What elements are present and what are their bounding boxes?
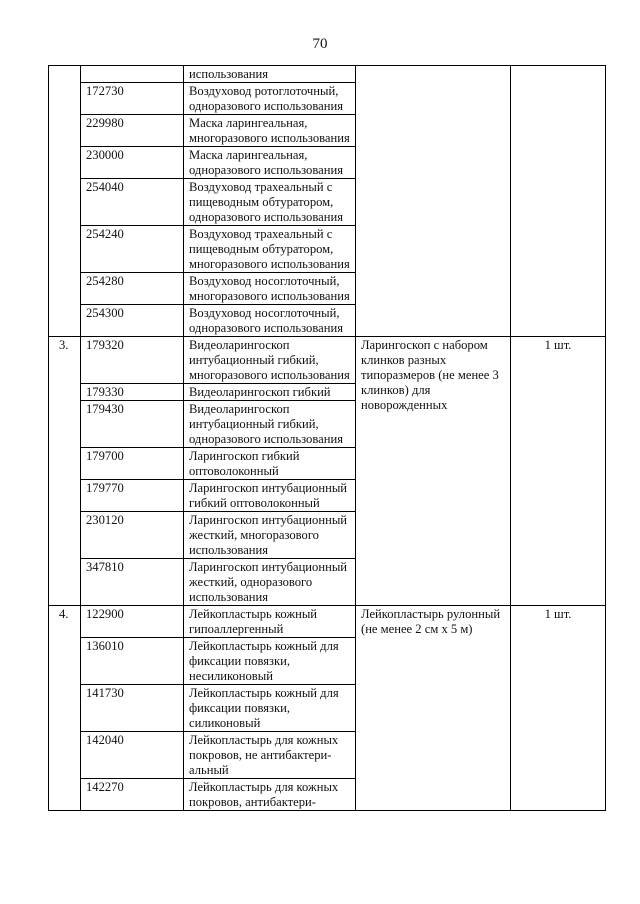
product-code-cell: 254040 xyxy=(81,179,184,226)
product-code-cell: 142270 xyxy=(81,779,184,811)
product-name-cell: Маска ларингеальная, многоразового использования xyxy=(184,115,356,147)
product-code-cell: 229980 xyxy=(81,115,184,147)
product-name-cell: Лейкопластырь для кожных покровов, не антибактери-альный xyxy=(184,732,356,779)
product-code-cell: 179330 xyxy=(81,384,184,401)
product-name-cell: Ларингоскоп интубационный жесткий, одноразового использования xyxy=(184,559,356,606)
product-name-cell: Воздуховод носоглоточный, многоразового использования xyxy=(184,273,356,305)
quantity-cell: 1 шт. xyxy=(511,337,606,606)
requirement-cell: Ларингоскоп с набором клинков разных типоразмеров (не менее 3 клинков) для новорожденных xyxy=(356,337,511,606)
product-name-cell: Лейкопластырь для кожных покровов, антибактери- xyxy=(184,779,356,811)
product-name-cell: Воздуховод трахеальный с пищеводным обтуратором, многоразового использования xyxy=(184,226,356,273)
product-name-cell: Ларингоскоп интубационный жесткий, многоразового использования xyxy=(184,512,356,559)
product-code-cell: 141730 xyxy=(81,685,184,732)
product-name-cell: Видеоларингоскоп интубационный гибкий, одноразового использования xyxy=(184,401,356,448)
product-code-cell: 254300 xyxy=(81,305,184,337)
item-number-cell xyxy=(49,66,81,337)
product-name-cell: Лейкопластырь кожный гипоаллергенный xyxy=(184,606,356,638)
product-name-cell: Видеоларингоскоп интубационный гибкий, многоразового использования xyxy=(184,337,356,384)
product-code-cell: 254280 xyxy=(81,273,184,305)
product-name-cell: Воздуховод трахеальный с пищеводным обтуратором, одноразового использования xyxy=(184,179,356,226)
product-code-cell: 179770 xyxy=(81,480,184,512)
product-code-cell: 122900 xyxy=(81,606,184,638)
requirement-cell: Лейкопластырь рулонный (не менее 2 см x 5 м) xyxy=(356,606,511,811)
product-code-cell: 230000 xyxy=(81,147,184,179)
product-name-cell: Воздуховод носоглоточный, одноразового использования xyxy=(184,305,356,337)
product-name-cell: Ларингоскоп гибкий оптоволоконный xyxy=(184,448,356,480)
product-code-cell: 179320 xyxy=(81,337,184,384)
product-name-cell: Маска ларингеальная, одноразового использования xyxy=(184,147,356,179)
quantity-cell: 1 шт. xyxy=(511,606,606,811)
product-code-cell: 347810 xyxy=(81,559,184,606)
product-name-cell: Лейкопластырь кожный для фиксации повязки, несиликоновый xyxy=(184,638,356,685)
table-row xyxy=(49,606,606,638)
product-code-cell: 142040 xyxy=(81,732,184,779)
product-name-cell: Ларингоскоп интубационный гибкий оптоволоконный xyxy=(184,480,356,512)
page-number: 70 xyxy=(312,36,328,52)
item-number-cell: 4. xyxy=(49,606,81,811)
product-code-cell: 179700 xyxy=(81,448,184,480)
item-number-cell: 3. xyxy=(49,337,81,606)
product-code-cell: 230120 xyxy=(81,512,184,559)
requirement-cell xyxy=(356,66,511,337)
product-name-cell: использования xyxy=(184,66,356,83)
equipment-table xyxy=(48,65,606,811)
product-code-cell: 179430 xyxy=(81,401,184,448)
product-name-cell: Воздуховод ротоглоточный, одноразового использования xyxy=(184,83,356,115)
product-name-cell: Лейкопластырь кожный для фиксации повязки, силиконовый xyxy=(184,685,356,732)
table-row xyxy=(49,66,606,83)
product-code-cell: 254240 xyxy=(81,226,184,273)
product-code-cell: 136010 xyxy=(81,638,184,685)
product-code-cell xyxy=(81,66,184,83)
quantity-cell xyxy=(511,66,606,337)
product-code-cell: 172730 xyxy=(81,83,184,115)
product-name-cell: Видеоларингоскоп гибкий xyxy=(184,384,356,401)
table-row xyxy=(49,337,606,384)
